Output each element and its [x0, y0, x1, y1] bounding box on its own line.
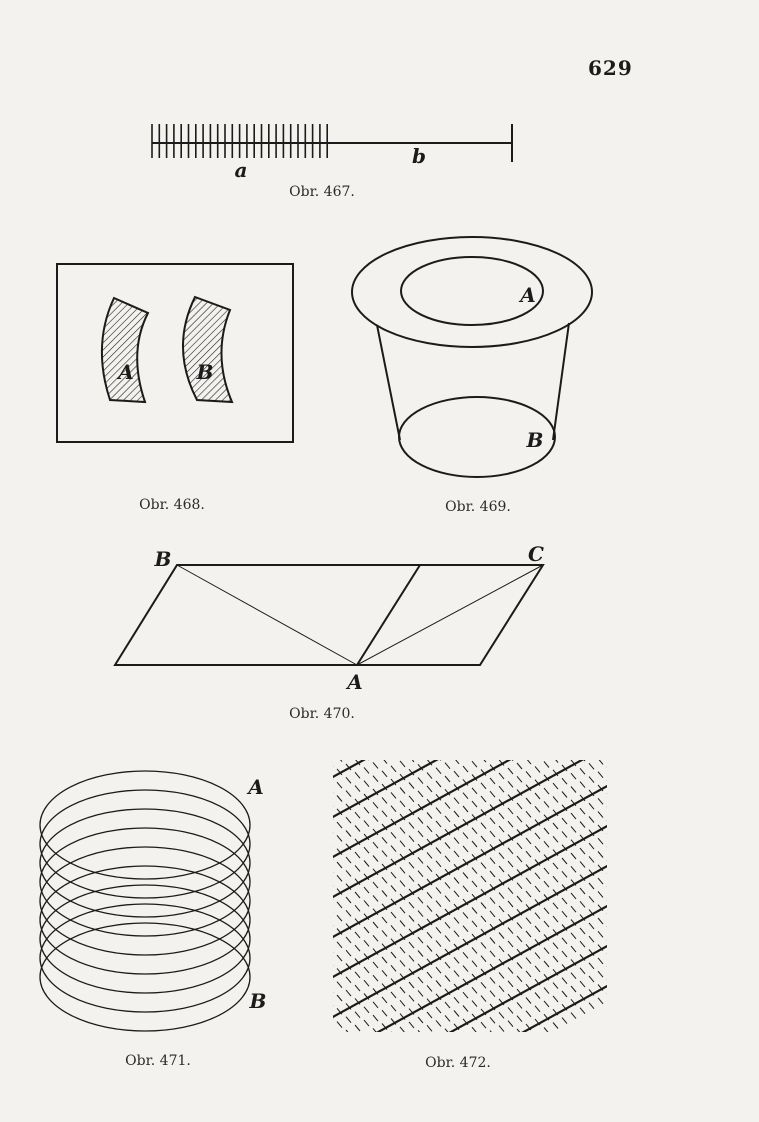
fig-468-diagram — [57, 264, 293, 442]
fig-471-label-b: B — [249, 989, 267, 1013]
fig-467-caption: Obr. 467. — [289, 184, 355, 200]
fig-468-shape-b — [183, 297, 232, 402]
fig-472-caption: Obr. 472. — [425, 1055, 491, 1071]
fig-468-caption: Obr. 468. — [139, 497, 205, 513]
fig-470-caption: Obr. 470. — [289, 706, 355, 722]
fig-469-label-b: B — [526, 428, 544, 452]
fig-467-ruler — [152, 124, 512, 162]
fig-469-caption: Obr. 469. — [445, 499, 511, 515]
fig-470-label-b: B — [154, 547, 172, 571]
fig-470-label-c: C — [528, 542, 544, 566]
fig-467-label-a: a — [234, 158, 248, 182]
fig-468-shape-a — [102, 298, 148, 402]
fig-469-label-a: A — [520, 283, 536, 307]
fig-471-caption: Obr. 471. — [125, 1053, 191, 1069]
fig-469-cone — [352, 237, 592, 477]
fig-470-label-a: A — [347, 670, 363, 694]
page-number: 629 — [588, 56, 633, 80]
fig-471-label-a: A — [248, 775, 264, 799]
fig-472-pattern — [328, 225, 612, 1122]
fig-471-rings — [40, 771, 250, 1031]
fig-470-parallelogram — [115, 565, 543, 665]
fig-468-label-b: B — [196, 360, 214, 384]
fig-467-label-b: b — [412, 144, 426, 168]
fig-468-label-a: A — [118, 360, 134, 384]
